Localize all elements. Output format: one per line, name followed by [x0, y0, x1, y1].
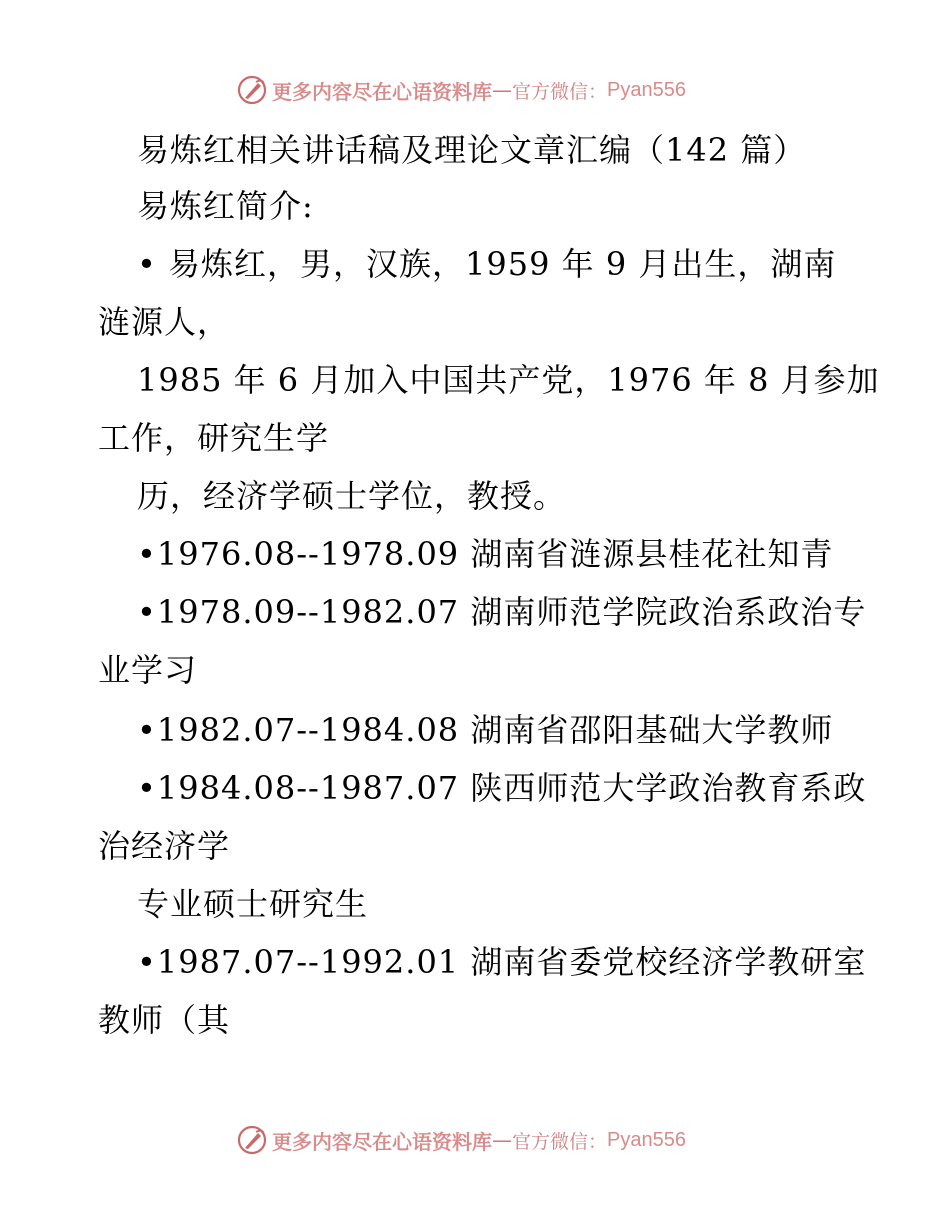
- document-line: 易炼红简介:: [137, 187, 314, 225]
- document-line: • 易炼红，男，汉族，1959 年 9 月出生，湖南: [137, 245, 837, 283]
- document-line: 治经济学: [98, 827, 231, 865]
- document-line: 工作，研究生学: [98, 419, 330, 457]
- document-line: •1982.07--1984.08 湖南省邵阳基础大学教师: [137, 711, 834, 749]
- header-watermark: [236, 72, 686, 108]
- watermark-text: 更多内容尽在心语资料库: [272, 1129, 492, 1154]
- watermark-separator: —: [492, 1128, 512, 1152]
- watermark-wechat-label: 官方微信：: [512, 80, 608, 103]
- document-line: 教师（其: [98, 1001, 231, 1039]
- document-line: •1978.09--1982.07 湖南师范学院政治系政治专: [137, 593, 867, 631]
- watermark-wechat-id: Pyan556: [607, 1128, 686, 1151]
- watermark-wechat-label: 官方微信：: [512, 1130, 608, 1153]
- quill-logo-icon: [236, 74, 268, 106]
- document-line: 1985 年 6 月加入中国共产党，1976 年 8 月参加: [137, 361, 880, 399]
- watermark-separator: —: [492, 78, 512, 102]
- document-line: 专业硕士研究生: [137, 885, 369, 923]
- watermark-text: 更多内容尽在心语资料库: [272, 79, 492, 104]
- document-line: 业学习: [98, 651, 198, 689]
- document-line: •1987.07--1992.01 湖南省委党校经济学教研室: [137, 943, 867, 981]
- document-title: 易炼红相关讲话稿及理论文章汇编（142 篇）: [137, 131, 807, 169]
- watermark-wechat-id: Pyan556: [607, 78, 686, 101]
- document-line: 涟源人，: [98, 303, 231, 341]
- quill-logo-icon: [236, 1124, 268, 1156]
- footer-watermark: [236, 1122, 686, 1158]
- document-line: •1984.08--1987.07 陕西师范大学政治教育系政: [137, 769, 867, 807]
- document-line: •1976.08--1978.09 湖南省涟源县桂花社知青: [137, 535, 834, 573]
- document-line: 历，经济学硕士学位，教授。: [137, 477, 567, 515]
